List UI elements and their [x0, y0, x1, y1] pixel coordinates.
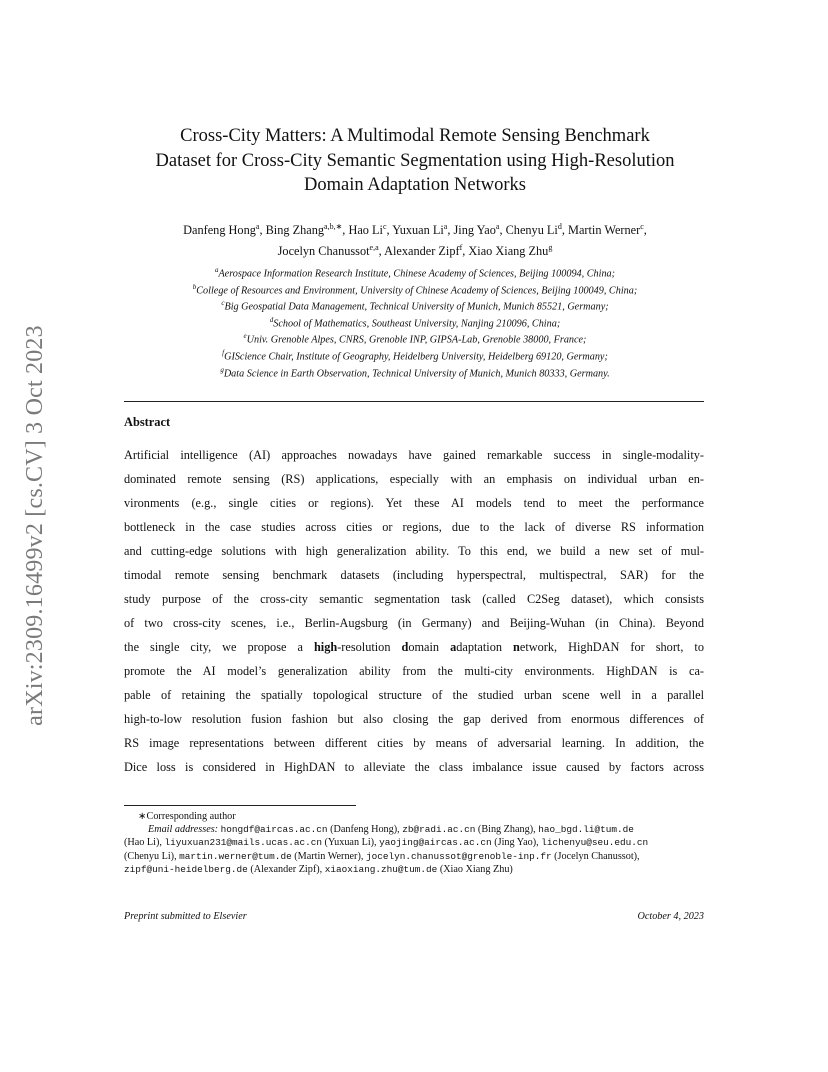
- paper-title: [110, 124, 720, 198]
- footnote-rule: [124, 805, 356, 806]
- author-name: Xiao Xiang Zhu: [468, 244, 549, 259]
- author-list: [110, 218, 720, 260]
- abstract-line: Dice loss is considered in HighDAN to alleviate the class imbalance issue caused by factors across: [124, 760, 704, 774]
- email-line: [124, 836, 704, 849]
- title-line: Dataset for Cross-City Semantic Segmentation using High-Resolution: [155, 150, 675, 171]
- abstract-line: RS image representations between different cities by means of adversarial learning. In addition, the: [124, 736, 704, 750]
- abstract-bold-letters: high: [313, 640, 338, 654]
- abstract-line: timodal remote sensing benchmark datasets (including hyperspectral, multispectral, SAR) for the: [124, 568, 704, 582]
- abstract-text: the single city, we propose a: [124, 640, 314, 654]
- affiliation-mark: c: [221, 299, 225, 308]
- author-affiliation-mark: f: [459, 243, 463, 253]
- affiliation-mark: f: [222, 348, 225, 357]
- abstract-line: promote the AI model’s generalization ability from the multi-city environments. HighDAN is ca-: [124, 664, 704, 678]
- affiliation-text: Big Geospatial Data Management, Technical University of Munich, Munich 85521, Germany;: [224, 301, 609, 313]
- affiliation: [110, 347, 720, 364]
- affiliation-mark: d: [269, 315, 274, 324]
- author-name: Jing Yao: [453, 223, 496, 238]
- email-address[interactable]: liyuxuan231@mails.ucas.ac.cn: [164, 837, 322, 849]
- affiliation-mark: g: [220, 365, 224, 374]
- affiliation-text: College of Resources and Environment, University of Chinese Academy of Sciences, Beijing 100049, China;: [196, 284, 638, 296]
- author-affiliation-mark: a,b,∗: [324, 222, 343, 231]
- author-affiliation-mark: a: [443, 222, 448, 231]
- email-owner: (Jocelyn Chanussot),: [551, 850, 640, 862]
- affiliation: [110, 330, 720, 347]
- affiliation-mark: e: [243, 332, 247, 341]
- author-affiliation-mark: a: [495, 222, 500, 231]
- author-name: Danfeng Hong: [183, 223, 256, 238]
- abstract-body: [124, 443, 704, 779]
- author-line: Danfeng Hong$^a$, Bing Zhang$^{a,b,∗}$, Hao Li$^c$, Yuxuan Li$^a$, Jing Yao$^a$, Chenyu Li$^d$, Martin Werner$^c$,: [183, 222, 647, 238]
- author-name: Chenyu Li: [505, 223, 558, 238]
- affiliation-text: Univ. Grenoble Alpes, CNRS, Grenoble INP, GIPSA-Lab, Grenoble 38000, France;: [246, 334, 587, 346]
- email-address[interactable]: hongdf@aircas.ac.cn: [220, 824, 328, 836]
- email-address[interactable]: jocelyn.chanussot@grenoble-inp.fr: [365, 850, 552, 862]
- affiliation: [110, 281, 720, 298]
- abstract-line: bottleneck in the case studies across cities or regions, due to the lack of diverse RS information: [124, 520, 704, 534]
- author-line: Jocelyn Chanussot$^{e,a}$, Alexander Zipf$^f$, Xiao Xiang Zhu$^g$: [277, 243, 553, 259]
- email-owner: (Xiao Xiang Zhu): [437, 863, 513, 875]
- affiliation: [110, 264, 720, 281]
- email-address[interactable]: lichenyu@seu.edu.cn: [541, 837, 649, 849]
- email-owner: (Bing Zhang),: [475, 824, 539, 836]
- affiliation: [110, 297, 720, 314]
- email-owner: (Alexander Zipf),: [247, 863, 325, 875]
- abstract-text: etwork, HighDAN for short, to: [519, 640, 704, 654]
- abstract-line: of two cross-city scenes, i.e., Berlin-Augsburg (in Germany) and Beijing-Wuhan (in China). Beyond: [124, 616, 704, 630]
- abstract-line: vironments (e.g., single cities or regions). Yet these AI models tend to meet the performance: [124, 496, 704, 510]
- abstract-text: -resolution: [337, 640, 402, 654]
- preprint-note: Preprint submitted to Elsevier: [124, 911, 247, 922]
- footnotes: [124, 810, 704, 876]
- abstract-line: high-to-low resolution fusion fashion but also closing the gap derived from enormous differences of: [124, 712, 704, 726]
- affiliation-mark: a: [214, 266, 219, 274]
- affiliation: [110, 314, 720, 331]
- author-affiliation-mark: a: [255, 222, 260, 231]
- author-affiliation-mark: c: [382, 222, 387, 231]
- affiliation-list: [110, 264, 720, 380]
- abstract-bold-letters: a: [450, 640, 457, 654]
- email-owner: (Yuxuan Li),: [321, 837, 380, 849]
- email-line: [124, 863, 704, 876]
- author-name: Alexander Zipf: [384, 244, 460, 259]
- abstract-line: study purpose of the cross-city semantic segmentation task (called C2Seg dataset), which consists: [124, 592, 704, 606]
- author-name: Martin Werner: [568, 223, 641, 238]
- author-affiliation-mark: d: [557, 222, 562, 231]
- email-address[interactable]: zipf@uni-heidelberg.de: [124, 863, 248, 875]
- email-label: Email addresses:: [148, 824, 219, 836]
- abstract-line: pable of retaining the spatially topological structure of the studied urban scene well in a parallel: [124, 688, 704, 702]
- email-owner: (Martin Werner),: [291, 850, 366, 862]
- title-line: Domain Adaptation Networks: [304, 175, 526, 195]
- email-address[interactable]: martin.werner@tum.de: [179, 850, 292, 862]
- author-affiliation-mark: g: [548, 243, 553, 253]
- abstract-bold-letters: d: [401, 640, 409, 654]
- corresponding-author-note: ∗Corresponding author: [138, 811, 236, 822]
- arxiv-identifier: [20, 295, 50, 755]
- email-address[interactable]: xiaoxiang.zhu@tum.de: [324, 863, 438, 875]
- preprint-date: October 4, 2023: [637, 911, 704, 922]
- affiliation-text: Aerospace Information Research Institute, Chinese Academy of Sciences, Beijing 100094, China;: [218, 268, 616, 280]
- abstract-top-rule: [124, 401, 704, 402]
- email-owner: (Danfeng Hong),: [327, 824, 403, 836]
- abstract-line: Artificial intelligence (AI) approaches nowadays have gained remarkable success in single-modality-: [124, 448, 704, 462]
- abstract-text: omain: [408, 640, 451, 654]
- abstract-text: daptation: [456, 640, 514, 654]
- author-name: Yuxuan Li: [392, 223, 444, 238]
- affiliation-text: School of Mathematics, Southeast University, Nanjing 210096, China;: [273, 318, 561, 330]
- author-affiliation-mark: e,a: [369, 243, 379, 253]
- email-address[interactable]: yaojing@aircas.ac.cn: [379, 837, 492, 849]
- title-line: Cross-City Matters: A Multimodal Remote Sensing Benchmark: [180, 126, 650, 146]
- abstract-bold-letters: n: [513, 640, 520, 654]
- email-owner: (Chenyu Li),: [124, 850, 180, 862]
- email-line: [124, 823, 704, 836]
- author-name: Hao Li: [348, 223, 383, 238]
- abstract-heading: Abstract: [124, 415, 171, 429]
- author-name: Bing Zhang: [265, 223, 325, 238]
- arxiv-identifier-text: arXiv:2309.16499v2 [cs.CV] 3 Oct 2023: [21, 324, 48, 726]
- affiliation-mark: b: [192, 282, 197, 291]
- abstract-line: dominated remote sensing (RS) applications, especially with an emphasis on individual urban en-: [124, 472, 704, 486]
- abstract-line: and cutting-edge solutions with high generalization ability. To this end, we build a new set of mul-: [124, 544, 704, 558]
- abstract-line: [124, 635, 704, 659]
- author-name: Jocelyn Chanussot: [277, 244, 370, 259]
- email-address[interactable]: hao_bgd.li@tum.de: [538, 824, 634, 836]
- affiliation-text: GIScience Chair, Institute of Geography, Heidelberg University, Heidelberg 69120, Germany;: [224, 351, 608, 363]
- affiliation: [110, 364, 720, 381]
- affiliation-text: Data Science in Earth Observation, Technical University of Munich, Munich 80333, Germany.: [223, 367, 610, 379]
- email-owner: (Jing Yao),: [491, 837, 542, 849]
- author-affiliation-mark: c: [640, 222, 644, 231]
- email-line: [124, 850, 704, 863]
- email-address[interactable]: zb@radi.ac.cn: [402, 824, 476, 836]
- email-owner: (Hao Li),: [124, 837, 165, 849]
